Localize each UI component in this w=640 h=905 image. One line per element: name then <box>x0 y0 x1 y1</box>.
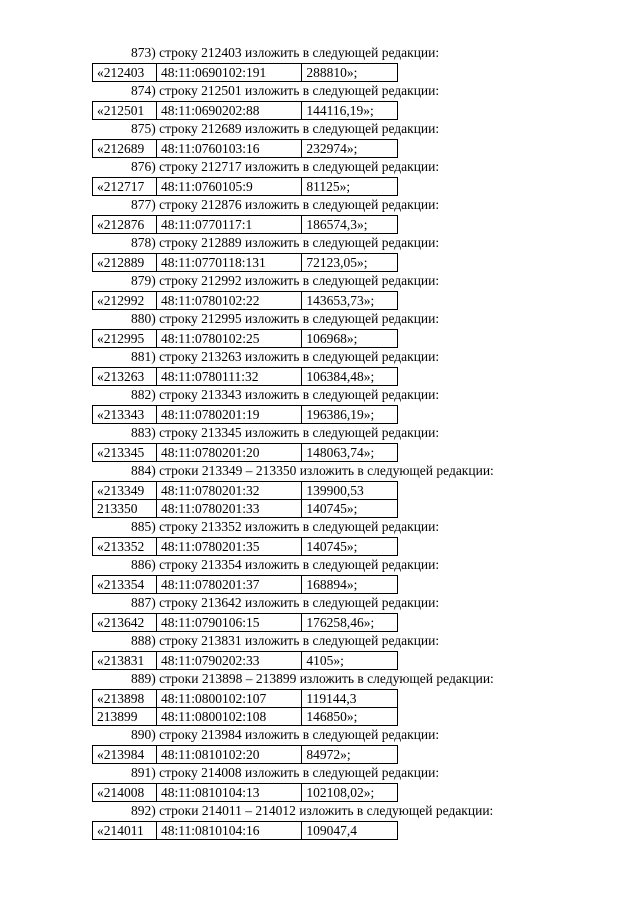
amendment-table <box>92 783 398 802</box>
amendment-instruction: 885) строку 213352 изложить в следующей редакции: <box>131 519 440 534</box>
table-row <box>93 178 398 196</box>
amendment-table <box>92 537 398 556</box>
amendment-table <box>92 689 398 726</box>
table-row <box>93 406 398 424</box>
cadastral-number-cell: 48:11:0770117:1 <box>157 216 302 234</box>
value-cell: 186574,3»; <box>302 216 398 234</box>
value-cell: 81125»; <box>302 178 398 196</box>
amendment-instruction: 881) строку 213263 изложить в следующей редакции: <box>131 349 440 364</box>
amendment-instruction: 889) строки 213898 – 213899 изложить в следующей редакции: <box>131 671 494 686</box>
row-number-cell: «212889 <box>93 254 157 272</box>
table-row <box>93 482 398 500</box>
cadastral-number-cell: 48:11:0780201:32 <box>157 482 302 500</box>
amendment-table <box>92 63 398 82</box>
amendment-table <box>92 367 398 386</box>
cadastral-number-cell: 48:11:0760105:9 <box>157 178 302 196</box>
cadastral-number-cell: 48:11:0810102:20 <box>157 746 302 764</box>
row-number-cell: «213343 <box>93 406 157 424</box>
row-number-cell: «213263 <box>93 368 157 386</box>
table-row <box>93 444 398 462</box>
value-cell: 140745»; <box>302 500 398 518</box>
amendment-instruction: 882) строку 213343 изложить в следующей редакции: <box>131 387 440 402</box>
row-number-cell: «213349 <box>93 482 157 500</box>
row-number-cell: «212717 <box>93 178 157 196</box>
amendment-instruction: 877) строку 212876 изложить в следующей редакции: <box>131 197 440 212</box>
cadastral-number-cell: 48:11:0780201:33 <box>157 500 302 518</box>
amendment-table <box>92 253 398 272</box>
row-number-cell: «213898 <box>93 690 157 708</box>
amendment-instruction: 878) строку 212889 изложить в следующей редакции: <box>131 235 440 250</box>
cadastral-number-cell: 48:11:0800102:108 <box>157 708 302 726</box>
row-number-cell: «213354 <box>93 576 157 594</box>
amendment-instruction: 887) строку 213642 изложить в следующей редакции: <box>131 595 440 610</box>
cadastral-number-cell: 48:11:0770118:131 <box>157 254 302 272</box>
cadastral-number-cell: 48:11:0800102:107 <box>157 690 302 708</box>
table-row <box>93 254 398 272</box>
table-row <box>93 500 398 518</box>
value-cell: 119144,3 <box>302 690 398 708</box>
amendment-instruction: 888) строку 213831 изложить в следующей редакции: <box>131 633 440 648</box>
table-row <box>93 576 398 594</box>
table-row <box>93 784 398 802</box>
cadastral-number-cell: 48:11:0780201:19 <box>157 406 302 424</box>
amendment-instruction: 876) строку 212717 изложить в следующей редакции: <box>131 159 440 174</box>
value-cell: 72123,05»; <box>302 254 398 272</box>
table-row <box>93 64 398 82</box>
cadastral-number-cell: 48:11:0690202:88 <box>157 102 302 120</box>
table-row <box>93 538 398 556</box>
cadastral-number-cell: 48:11:0760103:16 <box>157 140 302 158</box>
value-cell: 148063,74»; <box>302 444 398 462</box>
cadastral-number-cell: 48:11:0780201:20 <box>157 444 302 462</box>
table-row <box>93 140 398 158</box>
cadastral-number-cell: 48:11:0780102:22 <box>157 292 302 310</box>
amendment-table <box>92 291 398 310</box>
amendment-table <box>92 821 398 840</box>
table-row <box>93 690 398 708</box>
value-cell: 288810»; <box>302 64 398 82</box>
table-row <box>93 652 398 670</box>
cadastral-number-cell: 48:11:0780201:37 <box>157 576 302 594</box>
cadastral-number-cell: 48:11:0810104:13 <box>157 784 302 802</box>
value-cell: 109047,4 <box>302 822 398 840</box>
amendment-table <box>92 177 398 196</box>
amendment-instruction: 892) строки 214011 – 214012 изложить в следующей редакции: <box>131 803 494 818</box>
value-cell: 196386,19»; <box>302 406 398 424</box>
amendment-instruction: 880) строку 212995 изложить в следующей редакции: <box>131 311 440 326</box>
row-number-cell: «212876 <box>93 216 157 234</box>
row-number-cell: «213984 <box>93 746 157 764</box>
amendment-instruction: 884) строки 213349 – 213350 изложить в следующей редакции: <box>131 463 494 478</box>
amendment-table <box>92 481 398 518</box>
value-cell: 106968»; <box>302 330 398 348</box>
amendment-table <box>92 745 398 764</box>
amendment-table <box>92 651 398 670</box>
row-number-cell: «212403 <box>93 64 157 82</box>
row-number-cell: 213899 <box>93 708 157 726</box>
value-cell: 146850»; <box>302 708 398 726</box>
value-cell: 4105»; <box>302 652 398 670</box>
table-row <box>93 102 398 120</box>
amendment-instruction: 879) строку 212992 изложить в следующей редакции: <box>131 273 440 288</box>
amendment-instruction: 891) строку 214008 изложить в следующей редакции: <box>131 765 440 780</box>
amendment-table <box>92 613 398 632</box>
row-number-cell: «212992 <box>93 292 157 310</box>
row-number-cell: «214008 <box>93 784 157 802</box>
row-number-cell: «212995 <box>93 330 157 348</box>
amendment-instruction: 883) строку 213345 изложить в следующей редакции: <box>131 425 440 440</box>
row-number-cell: 213350 <box>93 500 157 518</box>
cadastral-number-cell: 48:11:0780102:25 <box>157 330 302 348</box>
table-row <box>93 614 398 632</box>
amendment-instruction: 874) строку 212501 изложить в следующей редакции: <box>131 83 440 98</box>
value-cell: 139900,53 <box>302 482 398 500</box>
row-number-cell: «212501 <box>93 102 157 120</box>
amendment-instruction: 890) строку 213984 изложить в следующей редакции: <box>131 727 440 742</box>
document-body <box>92 44 552 840</box>
amendment-table <box>92 443 398 462</box>
value-cell: 176258,46»; <box>302 614 398 632</box>
value-cell: 84972»; <box>302 746 398 764</box>
table-row <box>93 216 398 234</box>
value-cell: 168894»; <box>302 576 398 594</box>
amendment-instruction: 873) строку 212403 изложить в следующей редакции: <box>131 45 440 60</box>
table-row <box>93 368 398 386</box>
row-number-cell: «213345 <box>93 444 157 462</box>
amendment-table <box>92 101 398 120</box>
cadastral-number-cell: 48:11:0780111:32 <box>157 368 302 386</box>
row-number-cell: «213831 <box>93 652 157 670</box>
amendment-instruction: 875) строку 212689 изложить в следующей редакции: <box>131 121 440 136</box>
table-row <box>93 330 398 348</box>
cadastral-number-cell: 48:11:0790106:15 <box>157 614 302 632</box>
value-cell: 144116,19»; <box>302 102 398 120</box>
row-number-cell: «212689 <box>93 140 157 158</box>
table-row <box>93 822 398 840</box>
amendment-table <box>92 575 398 594</box>
cadastral-number-cell: 48:11:0790202:33 <box>157 652 302 670</box>
row-number-cell: «213352 <box>93 538 157 556</box>
value-cell: 102108,02»; <box>302 784 398 802</box>
amendment-table <box>92 215 398 234</box>
amendment-table <box>92 405 398 424</box>
table-row <box>93 292 398 310</box>
cadastral-number-cell: 48:11:0810104:16 <box>157 822 302 840</box>
value-cell: 232974»; <box>302 140 398 158</box>
table-row <box>93 746 398 764</box>
table-row <box>93 708 398 726</box>
value-cell: 140745»; <box>302 538 398 556</box>
row-number-cell: «214011 <box>93 822 157 840</box>
amendment-table <box>92 139 398 158</box>
value-cell: 143653,73»; <box>302 292 398 310</box>
value-cell: 106384,48»; <box>302 368 398 386</box>
amendment-instruction: 886) строку 213354 изложить в следующей редакции: <box>131 557 440 572</box>
row-number-cell: «213642 <box>93 614 157 632</box>
amendment-table <box>92 329 398 348</box>
cadastral-number-cell: 48:11:0780201:35 <box>157 538 302 556</box>
cadastral-number-cell: 48:11:0690102:191 <box>157 64 302 82</box>
